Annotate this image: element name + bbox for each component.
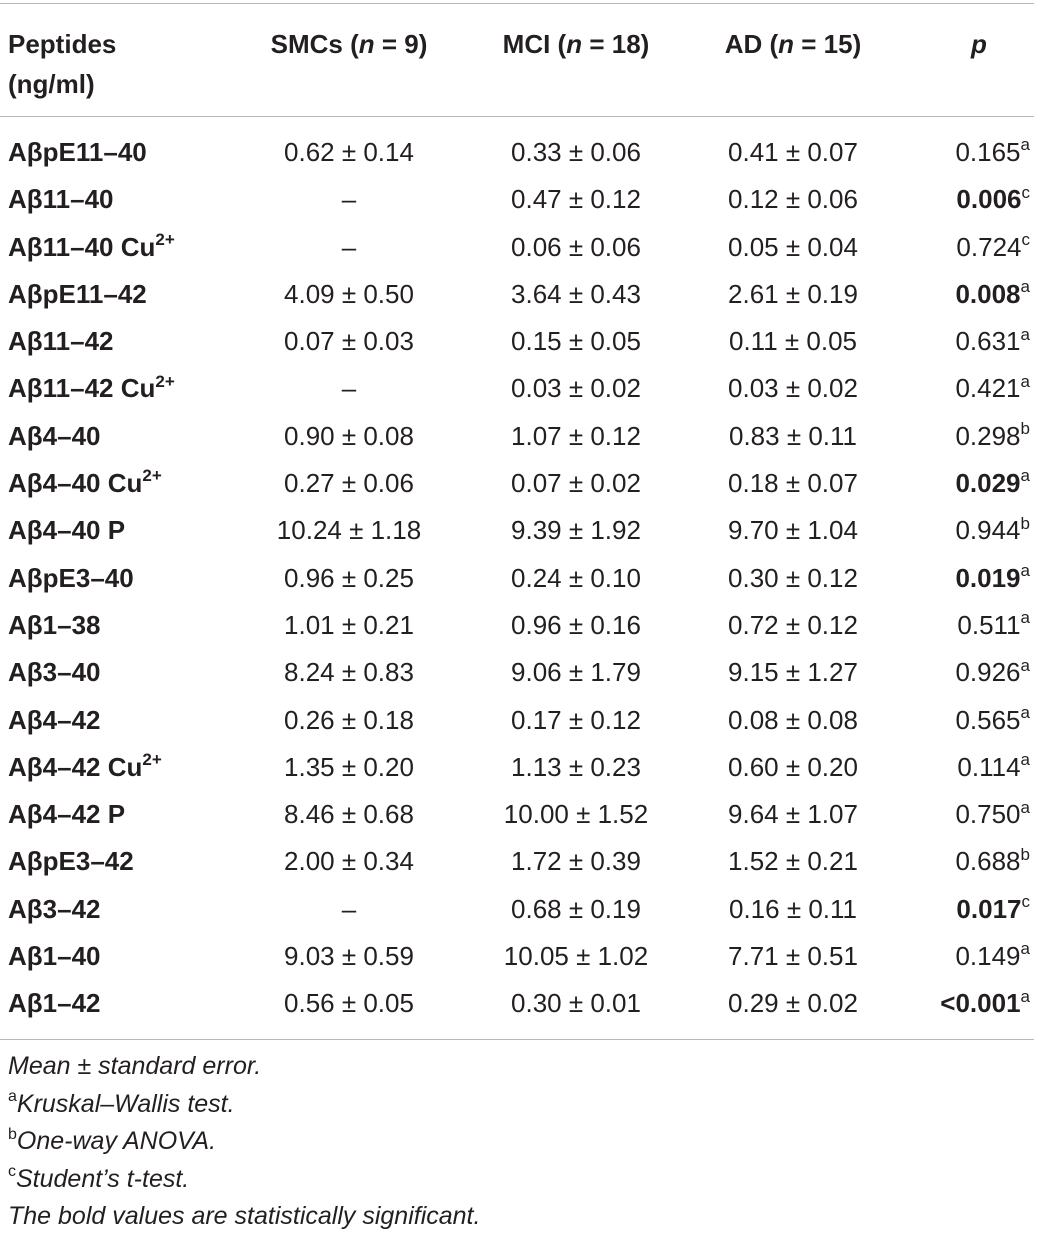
table-row: [0, 176, 1040, 223]
mci-value: 0.07 ± 0.02: [511, 468, 641, 499]
p-value: 0.944$^b$: [955, 513, 1030, 546]
peptide-name: AβpE3–42: [8, 846, 134, 877]
smcs-value: 0.26 ± 0.18: [284, 704, 414, 735]
ad-value: 9.15 ± 1.27: [728, 657, 858, 688]
mci-value: 0.15 ± 0.05: [511, 326, 641, 357]
mci-value: 1.07 ± 0.12: [511, 420, 641, 451]
ad-value: 9.64 ± 1.07: [728, 799, 858, 830]
smcs-value: –: [341, 373, 357, 404]
peptide-name: AβpE11–42: [8, 278, 147, 309]
mci-value: 3.64 ± 0.43: [511, 278, 641, 309]
peptide-name: Aβ3–40: [8, 657, 101, 688]
smcs-value: 1.35 ± 0.20: [284, 751, 414, 782]
peptide-name: Aβ4–42 P: [8, 799, 126, 830]
mci-value: 9.06 ± 1.79: [511, 657, 641, 688]
peptide-name: Aβ4–40 P: [8, 515, 126, 546]
peptide-name: Aβ4–40 $Cu^{2+}$: [8, 466, 162, 499]
p-value: 0.149$^a$: [955, 939, 1030, 972]
p-value: 0.017$^c$: [956, 892, 1030, 924]
header-peptides-line1: Peptides: [8, 29, 117, 59]
p-value: 0.926$^a$: [955, 655, 1030, 688]
p-value: 0.029$^a$: [955, 466, 1030, 499]
footnote-a: $^a$Kruskal–Wallis test.: [8, 1088, 235, 1118]
peptide-name: AβpE11–40: [8, 137, 147, 167]
ad-value: 0.30 ± 0.12: [728, 562, 858, 593]
p-value: 0.565$^a$: [955, 702, 1030, 735]
smcs-value: 0.07 ± 0.03: [284, 326, 414, 357]
peptide-name: Aβ11–42 $Cu^{2+}$: [8, 371, 175, 404]
table-row: [0, 649, 1040, 696]
mci-value: 0.24 ± 0.10: [511, 562, 641, 593]
ad-value: 7.71 ± 0.51: [728, 941, 858, 972]
smcs-value: 2.00 ± 0.34: [284, 846, 414, 877]
table-row: [0, 413, 1040, 460]
header-peptides: [8, 24, 116, 104]
header-mci: MCI (n = 18): [502, 29, 650, 59]
smcs-value: 0.27 ± 0.06: [284, 468, 414, 499]
p-value: 0.631$^a$: [955, 324, 1030, 357]
smcs-value: 0.56 ± 0.05: [284, 988, 414, 1019]
p-value: 0.019$^a$: [955, 561, 1030, 593]
ad-value: 0.72 ± 0.12: [728, 609, 858, 640]
table-row: [0, 933, 1040, 980]
table-row: [0, 602, 1040, 649]
mci-value: 0.17 ± 0.12: [511, 704, 641, 735]
smcs-value: –: [341, 893, 357, 924]
smcs-value: 0.90 ± 0.08: [284, 420, 414, 451]
p-value: <0.001$^a$: [940, 986, 1030, 1019]
mci-value: 0.68 ± 0.19: [511, 893, 641, 924]
table-row: [0, 129, 1040, 176]
p-value: 0.421$^a$: [955, 371, 1030, 404]
table-row: [0, 460, 1040, 507]
smcs-value: –: [341, 231, 357, 262]
ad-value: 0.12 ± 0.06: [728, 184, 858, 215]
mci-value: 0.30 ± 0.01: [511, 988, 641, 1019]
smcs-value: 8.24 ± 0.83: [284, 657, 414, 688]
header-bottom-rule: [0, 116, 1034, 117]
ad-value: 9.70 ± 1.04: [728, 515, 858, 546]
p-value: 0.008$^a$: [955, 277, 1030, 309]
smcs-value: 4.09 ± 0.50: [284, 278, 414, 309]
peptide-name: Aβ11–40 $Cu^{2+}$: [8, 229, 175, 262]
footnote-bold-note: The bold values are statistically significant.: [8, 1202, 481, 1230]
table-row: [0, 365, 1040, 412]
table-row: [0, 271, 1040, 318]
table-row: [0, 744, 1040, 791]
ad-value: 0.05 ± 0.04: [728, 231, 858, 262]
mci-value: 1.72 ± 0.39: [511, 846, 641, 877]
mci-value: 0.47 ± 0.12: [511, 184, 641, 215]
peptide-name: Aβ11–42: [8, 326, 114, 357]
peptide-name: Aβ3–42: [8, 893, 101, 924]
smcs-value: 1.01 ± 0.21: [284, 609, 414, 640]
smcs-value: 0.96 ± 0.25: [284, 562, 414, 593]
footnote-b: $^b$One-way ANOVA.: [8, 1125, 217, 1155]
ad-value: 0.41 ± 0.07: [728, 137, 858, 167]
ad-value: 0.29 ± 0.02: [728, 988, 858, 1019]
peptide-name: Aβ1–42: [8, 988, 101, 1019]
p-value: 0.750$^a$: [955, 797, 1030, 830]
peptide-name: Aβ11–40: [8, 184, 114, 215]
table-footnotes: [8, 1048, 480, 1236]
smcs-value: 9.03 ± 0.59: [284, 941, 414, 972]
footnote-mean: Mean ± standard error.: [8, 1052, 262, 1080]
header-p-value: p: [971, 29, 987, 59]
table-row: [0, 886, 1040, 933]
peptide-name: Aβ4–40: [8, 420, 101, 451]
peptide-name: Aβ1–40: [8, 941, 101, 972]
mci-value: 9.39 ± 1.92: [511, 515, 641, 546]
ad-value: 0.11 ± 0.05: [729, 326, 857, 357]
mci-value: 0.96 ± 0.16: [511, 609, 641, 640]
ad-value: 0.16 ± 0.11: [729, 893, 857, 924]
ad-value: 0.18 ± 0.07: [728, 468, 858, 499]
ad-value: 0.60 ± 0.20: [728, 751, 858, 782]
mci-value: 10.05 ± 1.02: [503, 941, 649, 972]
peptide-name: AβpE3–40: [8, 562, 134, 593]
p-value: 0.688$^b$: [955, 844, 1030, 877]
table-row: [0, 697, 1040, 744]
table-row: [0, 224, 1040, 271]
ad-value: 2.61 ± 0.19: [728, 278, 858, 309]
ad-value: 0.83 ± 0.11: [729, 420, 857, 451]
smcs-value: 8.46 ± 0.68: [284, 799, 414, 830]
mci-value: 0.03 ± 0.02: [511, 373, 641, 404]
mci-value: 0.33 ± 0.06: [511, 137, 641, 167]
header-peptides-unit: (ng/ml): [8, 69, 95, 99]
mci-value: 10.00 ± 1.52: [503, 799, 649, 830]
peptide-name: Aβ4–42: [8, 704, 101, 735]
smcs-value: 10.24 ± 1.18: [276, 515, 422, 546]
p-value: 0.165$^a$: [955, 135, 1030, 167]
ad-value: 1.52 ± 0.21: [728, 846, 858, 877]
p-value: 0.114$^a$: [957, 750, 1030, 782]
header-ad: AD (n = 15): [724, 29, 862, 59]
p-value: 0.511$^a$: [957, 608, 1030, 640]
p-value: 0.298$^b$: [955, 419, 1030, 451]
table-row: [0, 838, 1040, 885]
p-value: 0.724$^c$: [956, 229, 1030, 262]
header-smcs: SMCs (n = 9): [270, 29, 428, 59]
table-body: [0, 129, 1040, 1028]
table-row: [0, 555, 1040, 602]
ad-value: 0.03 ± 0.02: [728, 373, 858, 404]
mci-value: 0.06 ± 0.06: [511, 231, 641, 262]
table-row: [0, 318, 1040, 365]
smcs-value: 0.62 ± 0.14: [284, 137, 414, 167]
ad-value: 0.08 ± 0.08: [728, 704, 858, 735]
table-top-rule: [0, 3, 1034, 4]
smcs-value: –: [341, 184, 357, 215]
p-value: 0.006$^c$: [956, 182, 1030, 215]
table-bottom-rule: [0, 1039, 1034, 1040]
footnote-c: $^c$Student’s t-test.: [8, 1163, 190, 1193]
mci-value: 1.13 ± 0.23: [511, 751, 641, 782]
peptide-name: Aβ4–42 $Cu^{2+}$: [8, 750, 162, 782]
table-row: [0, 507, 1040, 554]
table-row: [0, 980, 1040, 1027]
peptide-name: Aβ1–38: [8, 609, 101, 640]
table-row: [0, 791, 1040, 838]
